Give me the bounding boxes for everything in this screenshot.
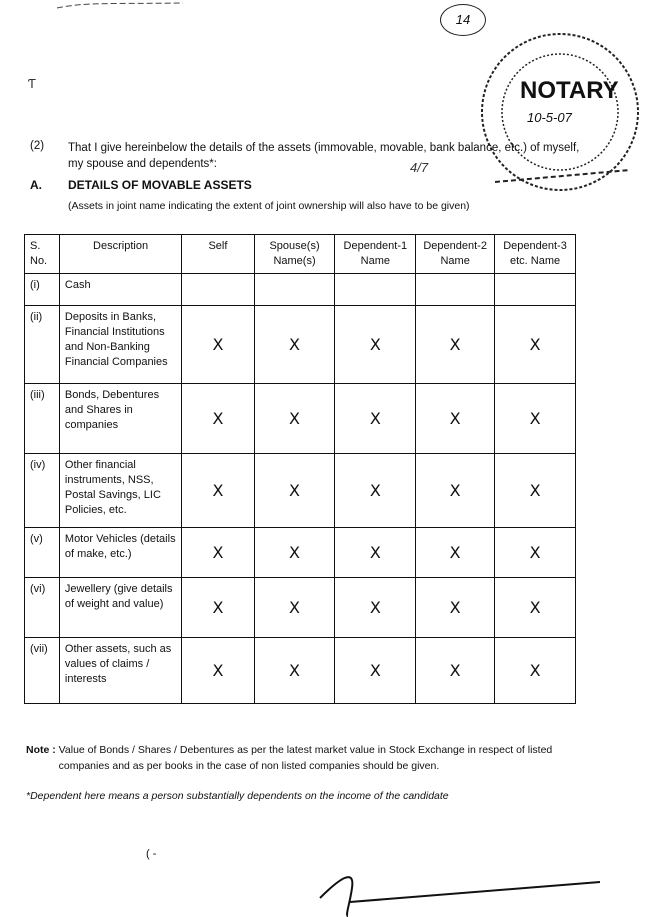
mark-dependent-1: X <box>335 578 416 638</box>
mark-spouse: X <box>254 306 335 384</box>
header-self: Self <box>182 235 254 274</box>
mark-dependent-2 <box>416 274 495 306</box>
mark-dependent-3: X <box>495 638 576 704</box>
mark-spouse: X <box>254 454 335 528</box>
mark-dependent-2: X <box>416 454 495 528</box>
note <box>26 742 586 774</box>
row-description: Other financial instruments, NSS, Postal Savings, LIC Policies, etc. <box>59 454 181 528</box>
row-sno: (ii) <box>25 306 60 384</box>
row-sno: (iv) <box>25 454 60 528</box>
stamp-text: NOTARY <box>520 77 619 104</box>
mark-self: X <box>182 454 254 528</box>
mark-spouse: X <box>254 384 335 454</box>
row-description: Other assets, such as values of claims / interests <box>59 638 181 704</box>
table-row <box>25 454 576 528</box>
note-text: Value of Bonds / Shares / Debentures as per the latest market value in Stock Exchange in respect of listed companies and as per books in the case of non listed companies should be given. <box>58 744 553 772</box>
table-row <box>25 638 576 704</box>
mark-dependent-2: X <box>416 578 495 638</box>
mark-spouse: X <box>254 578 335 638</box>
note-label: Note : <box>26 744 56 756</box>
margin-tick: Ƭ <box>28 76 36 91</box>
mark-dependent-3: X <box>495 306 576 384</box>
section-letter: A. <box>30 178 42 192</box>
handwritten-margin-note: 4/7 <box>410 160 429 175</box>
row-sno: (iii) <box>25 384 60 454</box>
mark-dependent-1: X <box>335 306 416 384</box>
mark-dependent-1 <box>335 274 416 306</box>
mark-self <box>182 274 254 306</box>
mark-dependent-2: X <box>416 528 495 578</box>
section-number: (2) <box>30 140 45 152</box>
mark-self: X <box>182 578 254 638</box>
row-sno: (i) <box>25 274 60 306</box>
table-row <box>25 578 576 638</box>
header-sno: S. No. <box>25 235 60 274</box>
mark-spouse: X <box>254 528 335 578</box>
mark-dependent-3: X <box>495 454 576 528</box>
top-scribble <box>55 0 185 12</box>
section-title: DETAILS OF MOVABLE ASSETS <box>68 178 252 192</box>
dependent-footnote: *Dependent here means a person substantially dependents on the income of the candidate <box>26 790 449 802</box>
row-sno: (v) <box>25 528 60 578</box>
movable-assets-table <box>24 234 576 704</box>
header-dependent-1: Dependent-1 Name <box>335 235 416 274</box>
mark-self: X <box>182 306 254 384</box>
row-description: Motor Vehicles (details of make, etc.) <box>59 528 181 578</box>
row-sno: (vii) <box>25 638 60 704</box>
mark-self: X <box>182 384 254 454</box>
mark-self: X <box>182 638 254 704</box>
table-row <box>25 384 576 454</box>
table-row <box>25 528 576 578</box>
mark-dependent-2: X <box>416 384 495 454</box>
row-description: Bonds, Debentures and Shares in companies <box>59 384 181 454</box>
mark-dependent-3: X <box>495 384 576 454</box>
page-number-circle: 14 <box>440 4 486 36</box>
header-description: Description <box>59 235 181 274</box>
table-header-row <box>25 235 576 274</box>
mark-dependent-1: X <box>335 454 416 528</box>
mark-dependent-2: X <box>416 306 495 384</box>
mark-spouse <box>254 274 335 306</box>
header-dependent-3: Dependent-3 etc. Name <box>495 235 576 274</box>
section-subtitle: (Assets in joint name indicating the extent of joint ownership will also have to be given) <box>68 200 470 212</box>
row-description: Deposits in Banks, Financial Institutions and Non-Banking Financial Companies <box>59 306 181 384</box>
intro-text: That I give hereinbelow the details of the assets (immovable, movable, bank balance, etc.) of myself, my spouse and dependents*: <box>68 142 580 170</box>
mark-dependent-3 <box>495 274 576 306</box>
table-row <box>25 306 576 384</box>
notary-stamp <box>455 30 665 200</box>
header-spouse: Spouse(s) Name(s) <box>254 235 335 274</box>
stamp-date: 10-5-07 <box>527 110 572 125</box>
row-sno: (vi) <box>25 578 60 638</box>
mark-dependent-1: X <box>335 384 416 454</box>
mark-dependent-3: X <box>495 578 576 638</box>
mark-spouse: X <box>254 638 335 704</box>
mark-dependent-3: X <box>495 528 576 578</box>
page-mark: ( - <box>146 848 157 860</box>
mark-self: X <box>182 528 254 578</box>
table-row <box>25 274 576 306</box>
signature <box>300 858 620 917</box>
mark-dependent-1: X <box>335 638 416 704</box>
mark-dependent-1: X <box>335 528 416 578</box>
row-description: Cash <box>59 274 181 306</box>
mark-dependent-2: X <box>416 638 495 704</box>
header-dependent-2: Dependent-2 Name <box>416 235 495 274</box>
row-description: Jewellery (give details of weight and value) <box>59 578 181 638</box>
